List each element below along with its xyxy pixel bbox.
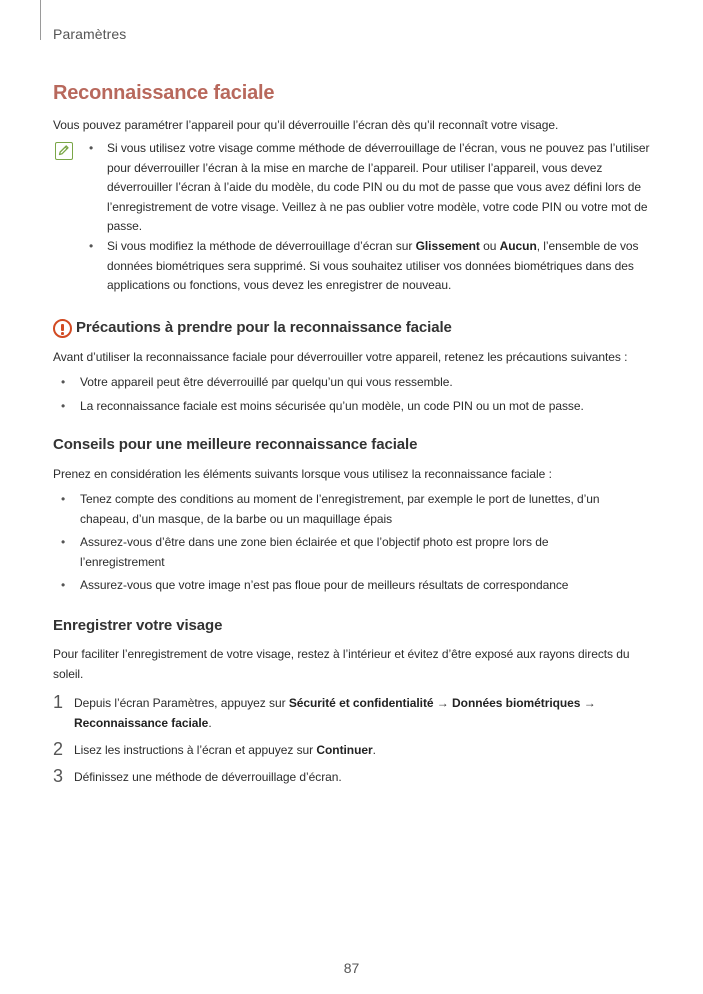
note-item-2: Si vous modifiez la méthode de déverrouillage d’écran sur Glissement ou Aucun, l’ensemble de vos données biométriques sera supprimé. Si vous souhaitez utiliser vos données biométriques dans des applications ou fonctions, vous devez les enregistrer de nouveau. (107, 239, 639, 292)
tips-heading: Conseils pour une meilleure reconnaissance faciale (53, 436, 418, 453)
precautions-intro: Avant d’utiliser la reconnaissance faciale pour déverrouiller votre appareil, retenez les précautions suivantes : (53, 350, 628, 364)
step-number: 3 (53, 766, 64, 786)
section-header: Paramètres (53, 26, 127, 42)
precaution-item: La reconnaissance faciale est moins sécurisée qu’un modèle, un code PIN ou un mot de passe. (80, 399, 584, 413)
register-heading: Enregistrer votre visage (53, 617, 223, 634)
tips-intro: Prenez en considération les éléments suivants lorsque vous utilisez la reconnaissance faciale : (53, 467, 552, 481)
option-aucun: Aucun (499, 239, 537, 253)
step-number: 1 (53, 692, 64, 712)
precautions-heading: Précautions à prendre pour la reconnaissance faciale (76, 319, 452, 336)
warning-icon (53, 319, 72, 338)
page-number: 87 (343, 960, 360, 976)
page-title: Reconnaissance faciale (53, 82, 275, 104)
bullet-icon: • (61, 535, 66, 549)
bullet-icon: • (89, 239, 94, 253)
intro-paragraph: Vous pouvez paramétrer l’appareil pour qu’il déverrouille l’écran dès qu’il reconnaît votre visage. (53, 118, 559, 132)
bullet-icon: • (61, 375, 66, 389)
tip-item: Assurez-vous d’être dans une zone bien éclairée et que l’objectif photo est propre lors de l’enregistrement (80, 535, 549, 569)
precaution-item: Votre appareil peut être déverrouillé par quelqu’un qui vous ressemble. (80, 375, 453, 389)
bullet-icon: • (61, 399, 66, 413)
header-divider (40, 0, 41, 40)
register-intro: Pour faciliter l’enregistrement de votre visage, restez à l’intérieur et évitez d’être exposé aux rayons directs du soleil. (53, 647, 630, 681)
step-3: Définissez une méthode de déverrouillage d’écran. (74, 770, 342, 784)
option-glissement: Glissement (415, 239, 480, 253)
bullet-icon: • (61, 492, 66, 506)
step-number: 2 (53, 739, 64, 759)
tip-item: Assurez-vous que votre image n’est pas floue pour de meilleurs résultats de correspondance (80, 578, 569, 592)
step-1: Depuis l’écran Paramètres, appuyez sur Sécurité et confidentialité → Données biométriques → Reconnaissance faciale. (74, 696, 596, 730)
pencil-note-icon (55, 142, 73, 160)
bullet-icon: • (89, 141, 94, 155)
bullet-icon: • (61, 578, 66, 592)
note-item-1: Si vous utilisez votre visage comme méthode de déverrouillage de l’écran, vous ne pouvez pas l’utiliser pour déverrouiller l’écran à la mise en marche de l’appareil. Pour utiliser l’appareil, vous devez déverrouiller l’écran à l’aide du modèle, du code PIN ou du mot de passe que vous avez défini lors de l’enregistrement de votre visage. Veillez à ne pas oublier votre modèle, votre code PIN ou votre mot de passe. (107, 141, 650, 233)
step-2: Lisez les instructions à l’écran et appuyez sur Continuer. (74, 743, 376, 757)
tip-item: Tenez compte des conditions au moment de l’enregistrement, par exemple le port de lunettes, d’un chapeau, d’un masque, de la barbe ou un maquillage épais (80, 492, 600, 526)
